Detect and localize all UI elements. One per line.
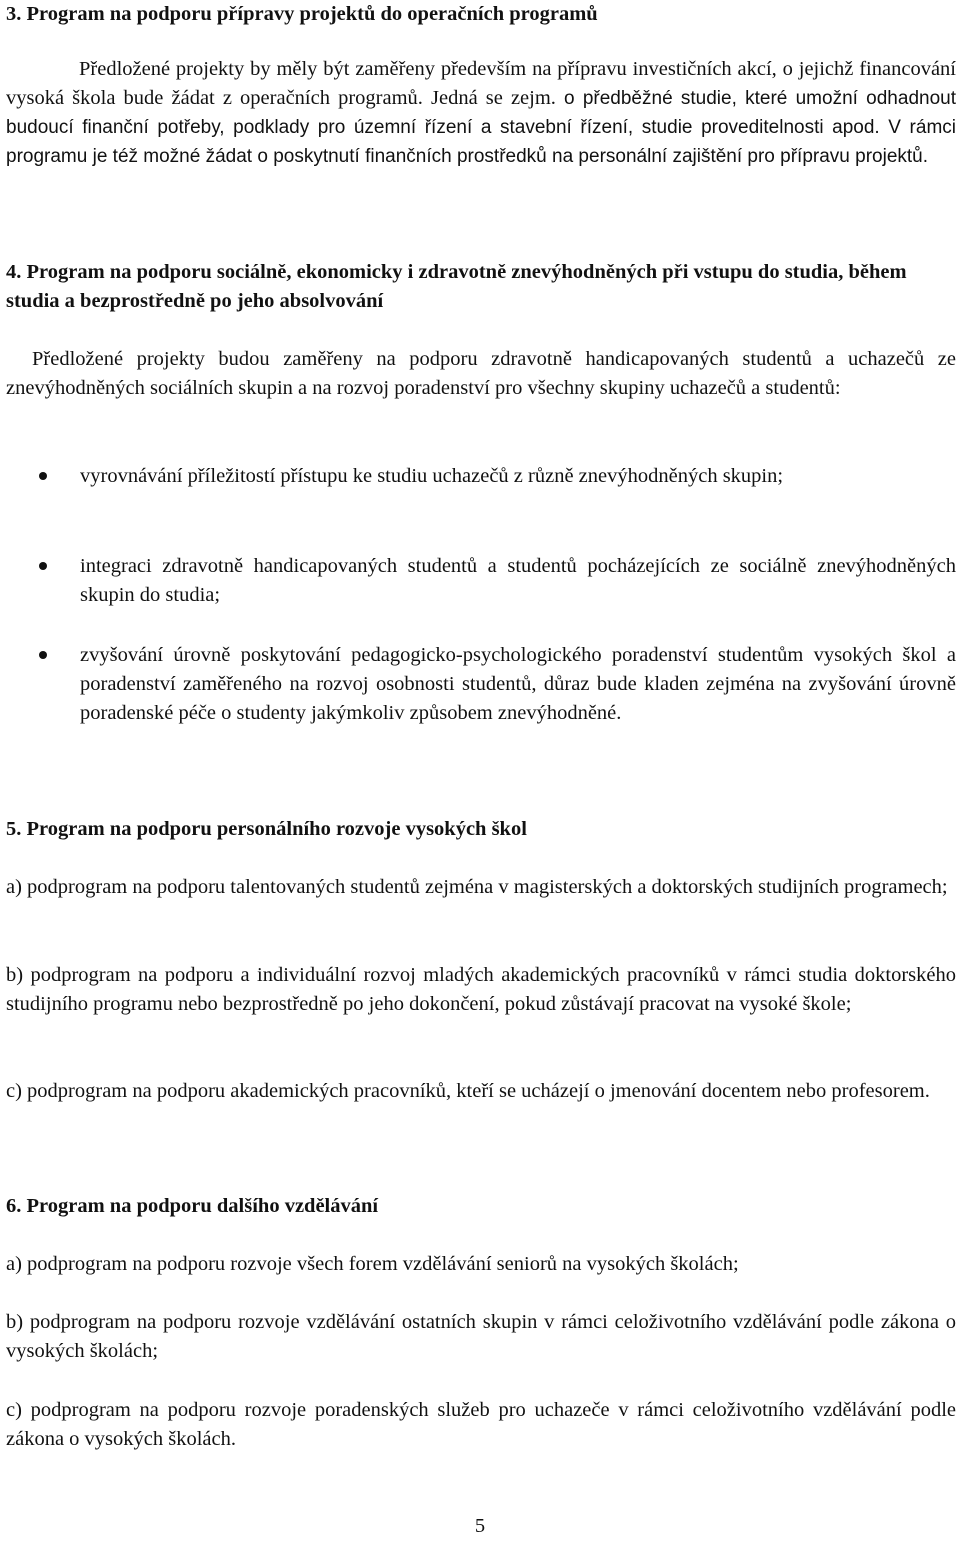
- list-item: [6, 462, 956, 491]
- bullet-icon: [39, 651, 47, 659]
- subprogram-item: c) podprogram na podporu akademických pracovníků, kteří se ucházejí o jmenování docentem nebo profesorem.: [6, 1080, 930, 1102]
- section-6-item-c: [6, 1396, 956, 1454]
- section-3-heading: 3. Program na podporu přípravy projektů do operačních programů: [6, 3, 598, 25]
- bullet-icon: [39, 472, 47, 480]
- subprogram-item: c) podprogram na podporu rozvoje poradenských služeb pro uchazeče v rámci celoživotního vzdělávání podle zákona o vysokých školách.: [6, 1399, 956, 1450]
- section-6-heading: 6. Program na podporu dalšího vzdělávání: [6, 1195, 379, 1217]
- section-4-list-2: [6, 552, 956, 610]
- section-4-intro-block: [6, 345, 956, 403]
- section-3: [6, 0, 956, 29]
- list-item-text: zvyšování úrovně poskytování pedagogicko-psychologického poradenství studentům vysokých škol a poradenství zaměřeného na rozvoj osobnosti studentů, důraz bude kladen zejména na zvyšování úrovně poradenské péče o studenty jakýmkoliv způsobem znevýhodněné.: [80, 644, 956, 724]
- section-6-item-a: [6, 1250, 956, 1279]
- list-item-text: integraci zdravotně handicapovaných studentů a studentů pocházejících ze sociálně znevýhodněných skupin do studia;: [80, 555, 956, 606]
- list-item: [6, 641, 956, 728]
- section-3-body: [6, 55, 956, 171]
- section-6: [6, 1192, 956, 1221]
- subprogram-item: b) podprogram na podporu a individuální rozvoj mladých akademických pracovníků v rámci studia doktorského studijního programu nebo bezprostředně po jeho dokončení, pokud zůstávají pracovat na vysoké škole;: [6, 964, 956, 1015]
- subprogram-item: b) podprogram na podporu rozvoje vzdělávání ostatních skupin v rámci celoživotního vzdělávání podle zákona o vysokých školách;: [6, 1311, 956, 1362]
- subprogram-item: a) podprogram na podporu rozvoje všech forem vzdělávání seniorů na vysokých školách;: [6, 1253, 739, 1275]
- section-5: [6, 815, 956, 844]
- section-5-item-b: [6, 961, 956, 1019]
- section-4-list-3: [6, 641, 956, 728]
- section-4-intro: Předložené projekty budou zaměřeny na podporu zdravotně handicapovaných studentů a uchazečů ze znevýhodněných sociálních skupin a na rozvoj poradenství pro všechny skupiny uchazečů a studentů:: [6, 348, 956, 399]
- section-5-item-a: [6, 873, 956, 902]
- list-item-text: vyrovnávání příležitostí přístupu ke studiu uchazečů z různě znevýhodněných skupin;: [80, 465, 784, 487]
- bullet-icon: [39, 562, 47, 570]
- section-4-heading: 4. Program na podporu sociálně, ekonomicky i zdravotně znevýhodněných při vstupu do studia, během studia a bezprostředně po jeho absolvování: [6, 261, 907, 312]
- list-item: [6, 552, 956, 610]
- section-6-item-b: [6, 1308, 956, 1366]
- section-5-item-c: [6, 1077, 956, 1106]
- subprogram-item: a) podprogram na podporu talentovaných studentů zejména v magisterských a doktorských studijních programech;: [6, 876, 948, 898]
- section-4: [6, 258, 956, 316]
- section-3-text-sans: o předběžné studie, které umožní odhadnout budoucí finanční potřeby, podklady pro územní řízení a stavební řízení, studie proveditelnosti apod. V rámci programu je též možné žádat o poskytnutí finančních prostředků na personální zajištění pro přípravu projektů.: [6, 88, 956, 167]
- page-number: 5: [474, 1515, 486, 1537]
- section-4-list: [6, 462, 956, 491]
- section-3-text-serif: Předložené projekty by měly být zaměřeny především na přípravu investičních akcí, o jejichž financování vysoká škola bude žádat z operačních programů. Jedná se zejm.: [6, 58, 956, 109]
- section-5-heading: 5. Program na podporu personálního rozvoje vysokých škol: [6, 818, 527, 840]
- section-3-paragraph: [6, 55, 956, 171]
